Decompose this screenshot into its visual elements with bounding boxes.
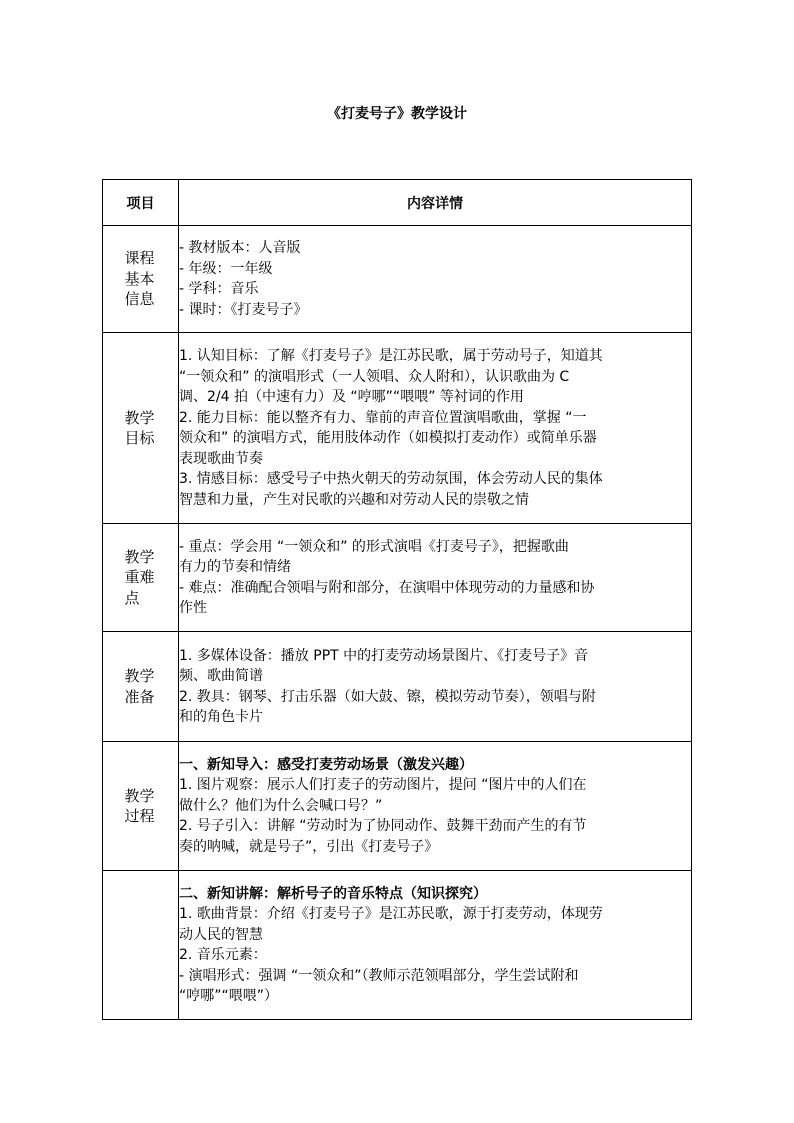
content-line: 和的角色卡片 (179, 709, 263, 725)
content-line: 1. 多媒体设备：播放 PPT 中的打麦劳动场景图片、《打麦号子》音 (179, 647, 589, 664)
content-line: - 教材版本：人音版 (179, 240, 301, 256)
content-line: 奏的呐喊，就是号子”，引出《打麦号子》 (179, 838, 439, 855)
table-row (103, 524, 692, 632)
row-content (179, 226, 692, 333)
row-label: 教学重难点 (103, 524, 179, 632)
table-row (103, 871, 692, 1020)
content-line: 做什么？他们为什么会喊口号？” (179, 797, 383, 814)
row-content (179, 333, 692, 524)
content-line: - 课时：《打麦号子》 (179, 301, 308, 318)
content-line: 3. 情感目标：感受号子中热火朝天的劳动氛围，体会劳动人民的集体 (179, 471, 603, 487)
content-line: “一领众和” 的演唱形式（一人领唱、众人附和），认识歌曲为 C (179, 368, 570, 385)
table-header-row (103, 180, 692, 226)
table-row (103, 226, 692, 333)
row-content (179, 632, 692, 742)
row-label: 教学目标 (103, 333, 179, 524)
content-line: 调、2/4 拍（中速有力）及 “哼哪”“喂喂” 等衬词的作用 (179, 389, 524, 405)
content-line: - 年级：一年级 (179, 260, 273, 277)
content-line: - 重点：学会用 “一领众和” 的形式演唱《打麦号子》，把握歌曲 (179, 538, 569, 555)
document-title: 《打麦号子》教学设计 (327, 106, 467, 122)
section-subtitle: 一、新知导入：感受打麦劳动场景（激发兴趣） (179, 756, 473, 773)
content-line: 2. 教具：钢琴、打击乐器（如大鼓、镲，模拟劳动节奏），领唱与附 (179, 688, 596, 705)
row-label: 教学准备 (103, 632, 179, 742)
content-line: 2. 能力目标：能以整齐有力、靠前的声音位置演唱歌曲，掌握 “一 (179, 409, 587, 426)
content-line: 领众和” 的演唱方式，能用肢体动作（如模拟打麦动作）或简单乐器 (179, 430, 597, 446)
content-line: 频、歌曲简谱 (179, 668, 263, 684)
content-line: 1. 歌曲背景：介绍《打麦号子》是江苏民歌，源于打麦劳动，体现劳 (179, 906, 603, 922)
header-content-detail: 内容详情 (179, 180, 692, 226)
content-line: 1. 认知目标：了解《打麦号子》是江苏民歌，属于劳动号子，知道其 (179, 348, 603, 364)
lesson-plan-table (102, 179, 692, 1020)
row-label (103, 871, 179, 1020)
content-line: 动人民的智慧 (179, 926, 263, 943)
row-label: 教学过程 (103, 742, 179, 871)
row-content (179, 742, 692, 871)
content-line: 1. 图片观察：展示人们打麦子的劳动图片，提问 “图片中的人们在 (179, 777, 587, 794)
row-label: 课程基本信息 (103, 226, 179, 333)
table-row (103, 632, 692, 742)
content-line: 作性 (179, 600, 207, 616)
content-line: 表现歌曲节奏 (179, 450, 263, 467)
content-line: - 演唱形式：强调 “一领众和”（教师示范领唱部分，学生尝试附和 (179, 967, 579, 984)
table-row (103, 742, 692, 871)
content-line: - 难点：准确配合领唱与附和部分，在演唱中体现劳动的力量感和协 (179, 579, 595, 596)
header-item: 项目 (103, 180, 179, 226)
content-line: 2. 音乐元素： (179, 947, 267, 963)
content-line: 智慧和力量，产生对民歌的兴趣和对劳动人民的崇敬之情 (179, 491, 529, 508)
content-line: 2. 号子引入：讲解 “劳动时为了协同动作、鼓舞干劲而产生的有节 (179, 818, 587, 835)
content-line: - 学科：音乐 (179, 281, 259, 297)
row-content (179, 871, 692, 1020)
table-row (103, 333, 692, 524)
content-line: 有力的节奏和情绪 (179, 559, 291, 575)
content-line: “哼哪”“喂喂”） (179, 988, 279, 1004)
section-subtitle: 二、新知讲解：解析号子的音乐特点（知识探究） (179, 885, 487, 902)
row-content (179, 524, 692, 632)
